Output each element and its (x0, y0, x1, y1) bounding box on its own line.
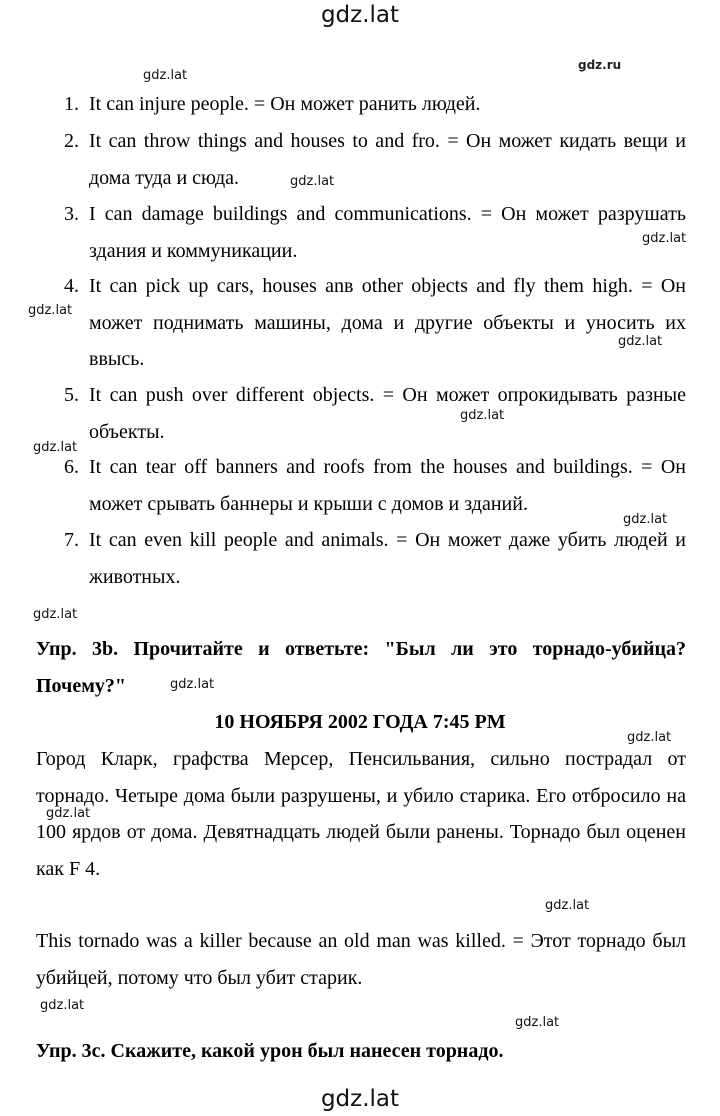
gdz-ru-logo: gdz.ru (578, 58, 622, 72)
list-text: It can even kill people and animals. = Он может даже убить людей и животных. (89, 529, 686, 588)
list-text: It can injure people. = Он может ранить людей. (89, 93, 481, 115)
list-text: I can damage buildings and communications. = Он может разрушать здания и коммуникации. (89, 203, 686, 262)
watermark: gdz.lat (642, 231, 687, 246)
exercise-3b-heading: Упр. 3b. Прочитайте и ответьте: "Был ли это торнадо-убийца? Почему?" (36, 638, 686, 697)
watermark: gdz.lat (460, 408, 505, 423)
watermark: gdz.lat (170, 677, 215, 692)
list-text: It can pick up cars, houses anв other objects and fly them high. = Он может поднимать машины, дома и другие объекты и уносить их ввысь. (89, 275, 686, 370)
watermark: gdz.lat (40, 998, 85, 1013)
list-text: It can throw things and houses to and fro. = Он может кидать вещи и дома туда и сюда. (89, 130, 686, 189)
list-item (64, 522, 686, 595)
watermark: gdz.lat (545, 898, 590, 913)
watermark: gdz.lat (28, 303, 73, 318)
list-number: 6. (64, 456, 79, 478)
date-heading: 10 НОЯБРЯ 2002 ГОДА 7:45 PM (214, 711, 506, 733)
list-item (64, 449, 686, 522)
watermark: gdz.lat (515, 1015, 560, 1030)
watermark: gdz.lat (33, 440, 78, 455)
site-footer: gdz.lat (320, 1086, 400, 1112)
watermark: gdz.lat (627, 730, 672, 745)
answer-text: This tornado was a killer because an old man was killed. = Этот торнадо был убийцей, потому что был убит старик. (36, 930, 686, 989)
watermark: gdz.lat (618, 334, 663, 349)
list-item (64, 123, 686, 196)
list-item (64, 196, 686, 269)
site-header: gdz.lat (320, 2, 400, 28)
list-item (64, 86, 686, 123)
list-number: 5. (64, 384, 79, 406)
watermark: gdz.lat (290, 174, 335, 189)
list-item (64, 377, 686, 450)
list-item (64, 268, 686, 378)
watermark: gdz.lat (143, 68, 188, 83)
watermark: gdz.lat (46, 806, 91, 821)
watermark: gdz.lat (33, 607, 78, 622)
list-number: 4. (64, 275, 79, 297)
list-text: It can tear off banners and roofs from the houses and buildings. = Он может срывать баннеры и крыши с домов и зданий. (89, 456, 686, 515)
exercise-3c-heading: Упр. 3c. Скажите, какой урон был нанесен торнадо. (36, 1040, 504, 1062)
list-number: 3. (64, 203, 79, 225)
list-number: 1. (64, 93, 79, 115)
list-number: 2. (64, 130, 79, 152)
list-number: 7. (64, 529, 79, 551)
watermark: gdz.lat (623, 512, 668, 527)
news-report: Город Кларк, графства Мерсер, Пенсильвания, сильно пострадал от торнадо. Четыре дома были разрушены, и убило старика. Его отбросило на 100 ярдов от дома. Девятнадцать людей были ранены. Торнадо был оценен как F 4. (36, 748, 686, 880)
list-text: It can push over different objects. = Он может опрокидывать разные объекты. (89, 384, 686, 443)
